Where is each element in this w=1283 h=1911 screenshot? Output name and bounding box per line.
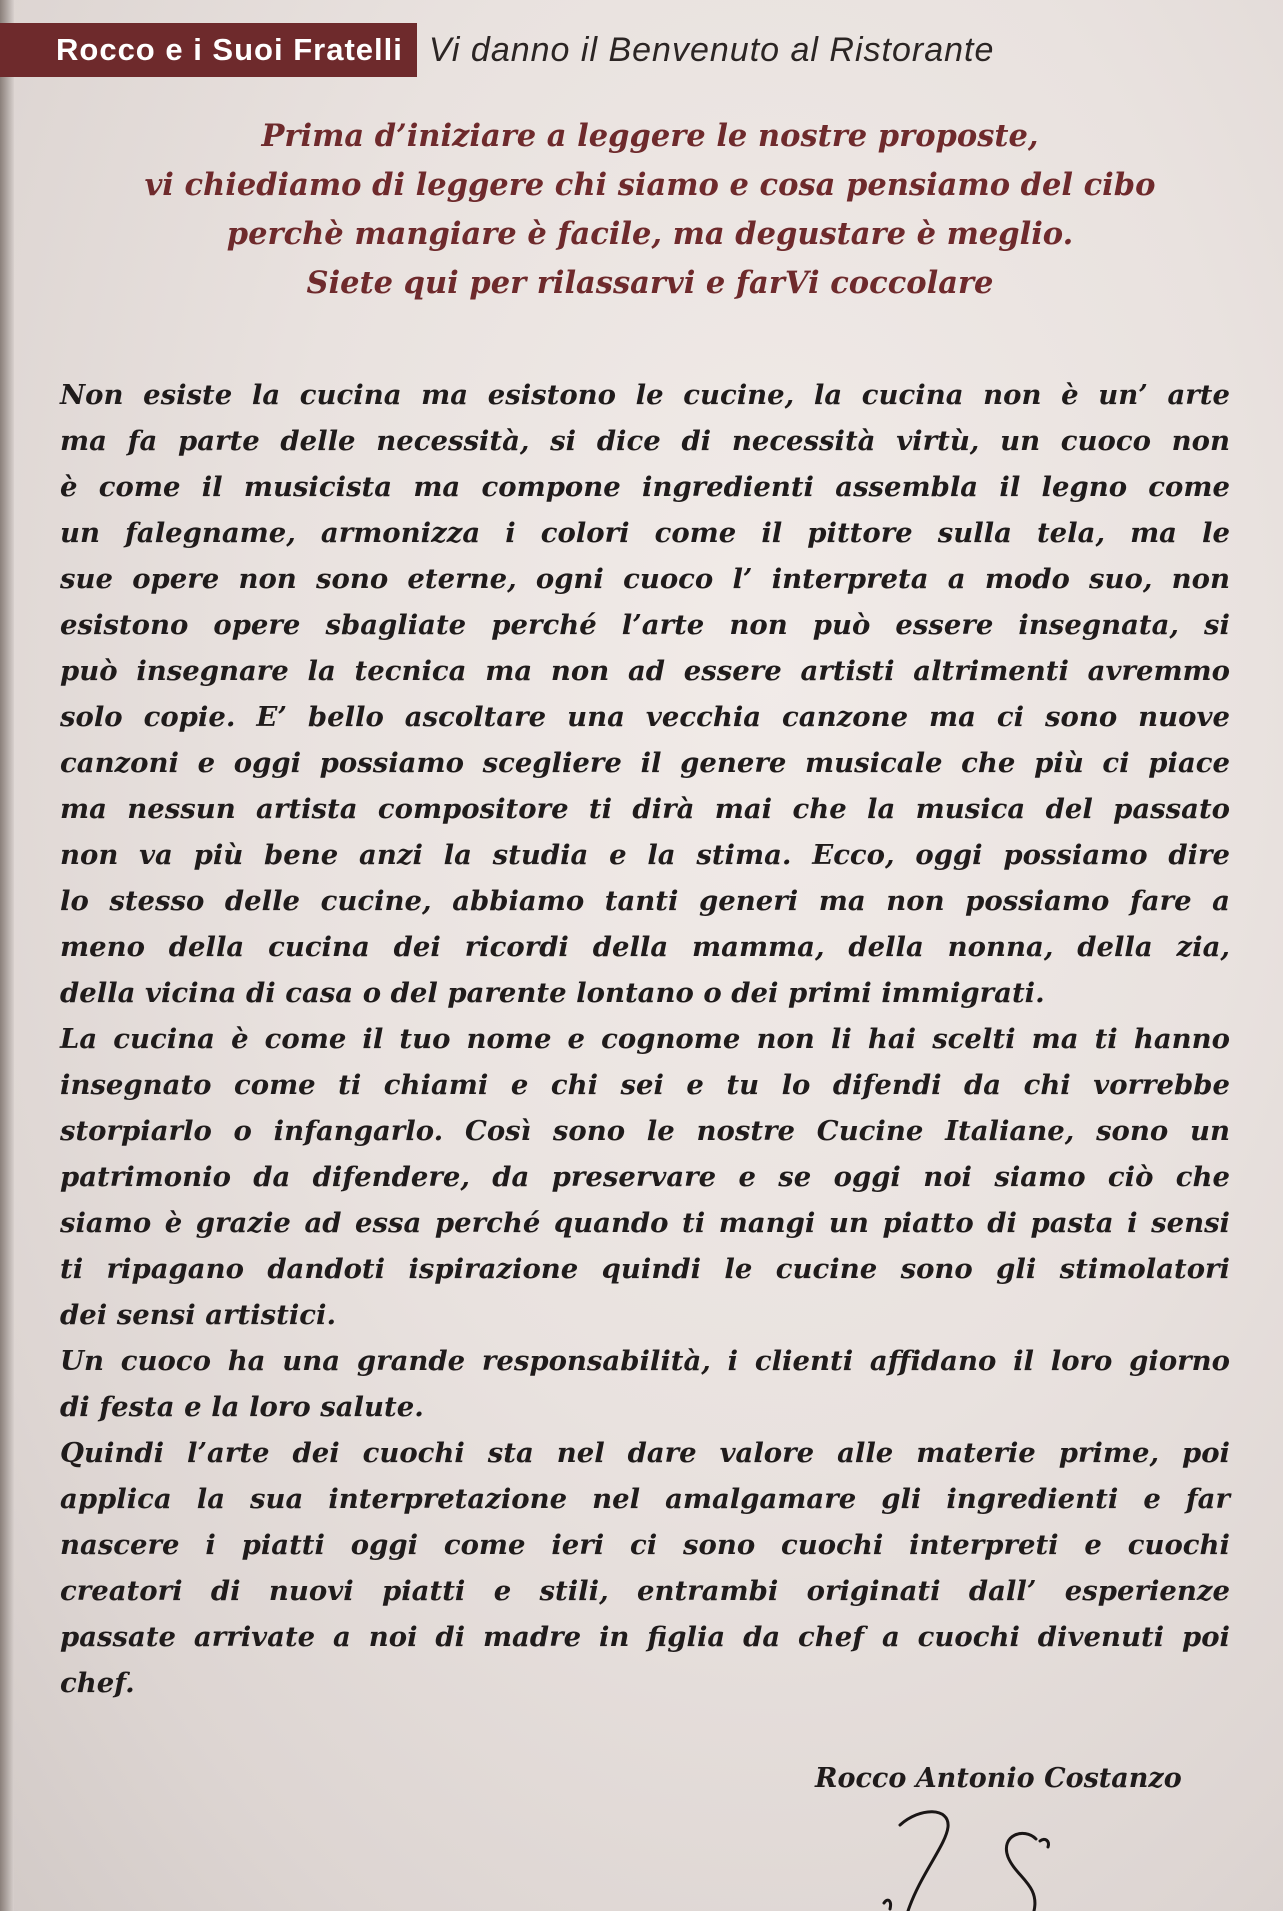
text-line: Non esiste la cucina ma esistono le cucine, la cucina non è un’ arte: [60, 379, 1230, 411]
restaurant-name-banner: Rocco e i Suoi Fratelli: [0, 23, 417, 77]
text-line: dei sensi artistici.: [60, 1299, 337, 1331]
page-binding-edge: [0, 0, 14, 1911]
text-line: un falegname, armonizza i colori come il pittore sulla tela, ma le: [60, 517, 1230, 549]
text-line: patrimonio da difendere, da preservare e se oggi noi siamo ciò che: [60, 1161, 1230, 1193]
text-line: creatori di nuovi piatti e stili, entrambi originati dall’ esperienze: [60, 1575, 1230, 1607]
text-line: storpiarlo o infangarlo. Così sono le nostre Cucine Italiane, sono un: [60, 1115, 1230, 1147]
intro-line: Siete qui per rilassarvi e farVi coccolare: [306, 265, 994, 301]
text-line: della vicina di casa o del parente lontano o dei primi immigrati.: [60, 977, 1045, 1009]
text-line: insegnato come ti chiami e chi sei e tu lo difendi da chi vorrebbe: [60, 1069, 1230, 1101]
intro-line: perchè mangiare è facile, ma degustare è meglio.: [226, 216, 1074, 252]
text-line: solo copie. E’ bello ascoltare una vecchia canzone ma ci sono nuove: [60, 701, 1230, 733]
text-line: non va più bene anzi la studia e la stima. Ecco, oggi possiamo dire: [60, 839, 1230, 871]
philosophy-text: [60, 372, 1230, 1706]
text-line: meno della cucina dei ricordi della mamma, della nonna, della zia,: [60, 931, 1230, 963]
text-line: applica la sua interpretazione nel amalgamare gli ingredienti e far: [60, 1483, 1230, 1515]
header: [14, 22, 1274, 78]
text-line: ma nessun artista compositore ti dirà mai che la musica del passato: [60, 793, 1230, 825]
text-line: può insegnare la tecnica ma non ad essere artisti altrimenti avremmo: [60, 655, 1230, 687]
text-line: sue opere non sono eterne, ogni cuoco l’ interpreta a modo suo, non: [60, 563, 1230, 595]
author-name: Rocco Antonio Costanzo: [815, 1763, 1182, 1794]
text-line: ma fa parte delle necessità, si dice di necessità virtù, un cuoco non: [60, 425, 1230, 457]
intro-paragraph: [100, 112, 1200, 308]
text-line: ti ripagano dandoti ispirazione quindi le cucine sono gli stimolatori: [60, 1253, 1230, 1285]
text-line: chef.: [60, 1667, 135, 1699]
text-line: lo stesso delle cucine, abbiamo tanti generi ma non possiamo fare a: [60, 885, 1230, 917]
intro-line: vi chiediamo di leggere chi siamo e cosa pensiamo del cibo: [144, 167, 1156, 203]
text-line: nascere i piatti oggi come ieri ci sono cuochi interpreti e cuochi: [60, 1529, 1230, 1561]
text-line: Quindi l’arte dei cuochi sta nel dare valore alle materie prime, poi: [60, 1437, 1230, 1469]
handwritten-signature: [840, 1805, 1120, 1911]
text-line: siamo è grazie ad essa perché quando ti mangi un piatto di pasta i sensi: [60, 1207, 1230, 1239]
text-line: di festa e la loro salute.: [60, 1391, 424, 1423]
text-line: La cucina è come il tuo nome e cognome non li hai scelti ma ti hanno: [60, 1023, 1230, 1055]
text-line: è come il musicista ma compone ingredienti assembla il legno come: [60, 471, 1230, 503]
text-line: esistono opere sbagliate perché l’arte non può essere insegnata, si: [60, 609, 1230, 641]
text-line: Un cuoco ha una grande responsabilità, i clienti affidano il loro giorno: [60, 1345, 1230, 1377]
text-line: canzoni e oggi possiamo scegliere il genere musicale che più ci piace: [60, 747, 1230, 779]
text-line: passate arrivate a noi di madre in figlia da chef a cuochi divenuti poi: [60, 1621, 1230, 1653]
intro-line: Prima d’iniziare a leggere le nostre proposte,: [261, 118, 1039, 154]
welcome-heading: Vi danno il Benvenuto al Ristorante: [428, 30, 995, 69]
